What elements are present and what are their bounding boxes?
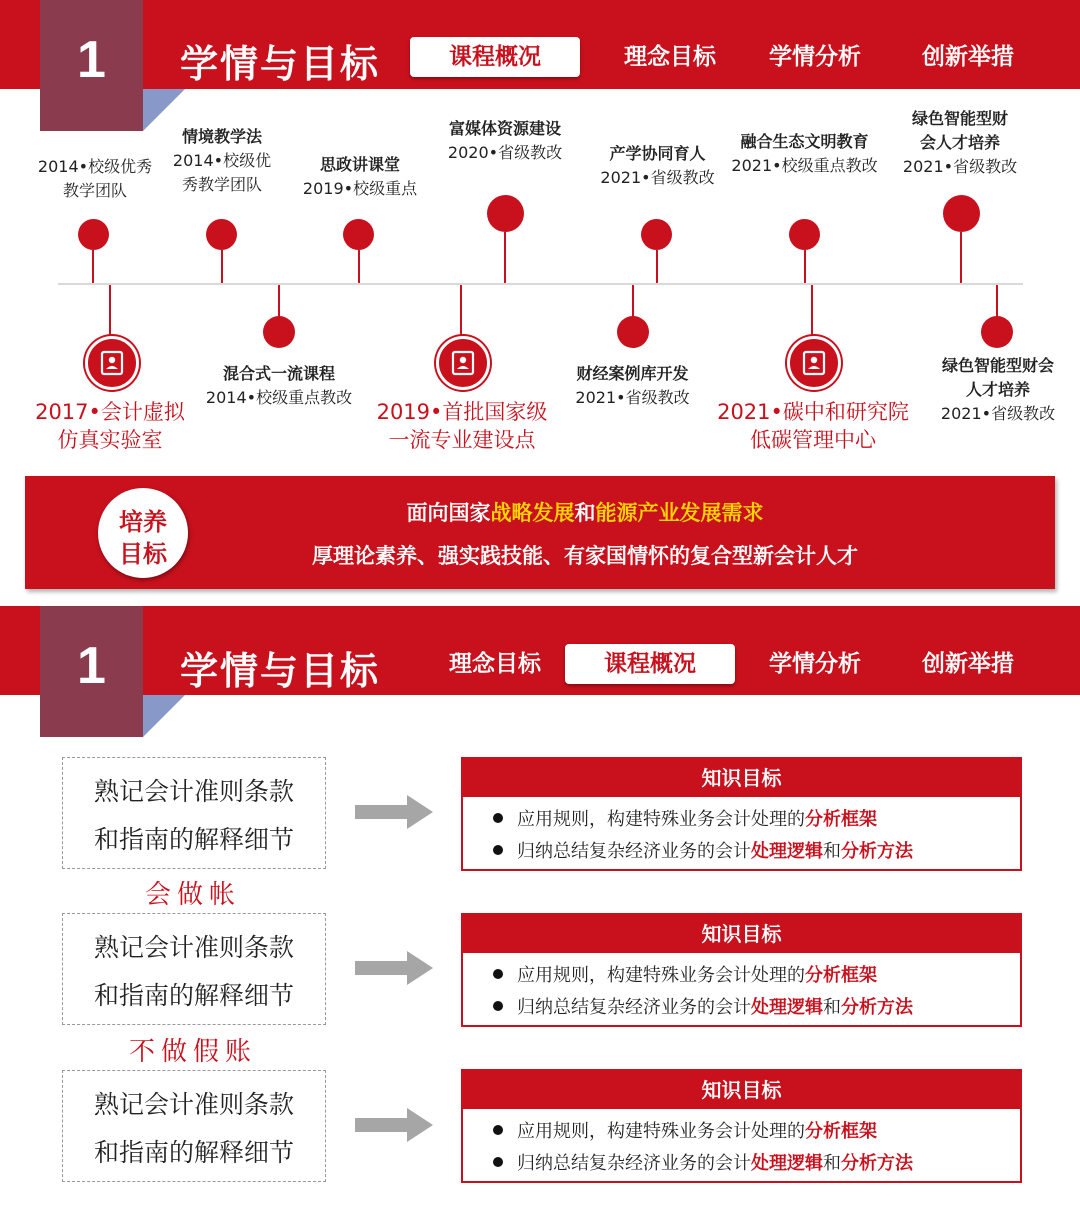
timeline-dot	[263, 316, 295, 348]
tab-course-overview[interactable]: 课程概况	[410, 37, 580, 77]
knowledge-goal-title: 知识目标	[463, 1071, 1020, 1109]
skill-box	[62, 757, 326, 869]
bullet-icon	[493, 813, 503, 823]
section-number: 1	[77, 31, 106, 89]
skill-line-1: 熟记会计准则条款	[93, 1090, 294, 1119]
bullet-text: 和	[823, 997, 841, 1018]
timeline-top-sub: 2021•省级教改	[902, 157, 1018, 176]
timeline-top-sub: 2014•校级优秀教学团队	[37, 157, 153, 200]
knowledge-bullet	[493, 961, 877, 987]
tab-course-overview[interactable]: 课程概况	[565, 644, 735, 684]
timeline-top-item-1	[30, 155, 160, 203]
timeline-bottom-item-4	[560, 362, 705, 410]
timeline-top-title: 富媒体资源建设	[448, 119, 561, 138]
tab-concept-goals[interactable]: 理念目标	[624, 44, 716, 70]
timeline-stem	[221, 250, 223, 283]
section-number-box	[40, 0, 143, 131]
bullet-icon	[493, 1125, 503, 1135]
bullet-highlight: 处理逻辑	[751, 841, 823, 862]
timeline-top-item-6	[722, 130, 887, 178]
timeline-stem	[109, 285, 111, 335]
milestone-title: 2019•首批国家级一流专业建设点	[376, 400, 548, 452]
milestone-title: 2017•会计虚拟仿真实验室	[35, 400, 185, 452]
goal-label-2: 目标	[119, 540, 167, 568]
bullet-highlight: 分析框架	[805, 809, 877, 830]
bullet-highlight: 分析方法	[841, 1153, 913, 1174]
tab-learning-analysis[interactable]: 学情分析	[769, 44, 861, 70]
timeline-dot	[789, 219, 820, 250]
skill-line-1: 熟记会计准则条款	[93, 777, 294, 806]
bullet-text: 和	[823, 1153, 841, 1174]
timeline-top-item-4	[430, 117, 580, 165]
timeline-bottom-title: 混合式一流课程	[222, 364, 335, 383]
arrow-right-icon	[355, 795, 433, 829]
timeline-dot	[487, 195, 524, 232]
timeline-top-title: 绿色智能型财会人才培养	[911, 109, 1008, 152]
timeline-dot	[343, 219, 374, 250]
timeline-top-title: 情境教学法	[181, 127, 262, 146]
timeline-dot	[78, 219, 109, 250]
timeline-stem	[460, 285, 462, 335]
skill-line-1: 熟记会计准则条款	[93, 933, 294, 962]
timeline-top-item-3	[290, 153, 430, 201]
knowledge-goal-title: 知识目标	[463, 759, 1020, 797]
goal-label-1: 培养	[119, 508, 167, 536]
timeline-bottom-item-2	[195, 362, 363, 410]
skill-box	[62, 1070, 326, 1182]
skill-line-2: 和指南的解释细节	[93, 825, 294, 854]
timeline-top-sub: 2021•省级教改	[600, 168, 715, 187]
tab-learning-analysis[interactable]: 学情分析	[769, 651, 861, 677]
bullet-text: 归纳总结复杂经济业务的会计	[517, 997, 751, 1018]
timeline-stem	[358, 250, 360, 283]
certificate-icon	[802, 350, 826, 376]
timeline-dot	[617, 316, 649, 348]
section-number-box	[40, 606, 143, 737]
bullet-highlight: 分析框架	[805, 1121, 877, 1142]
goal-line-2: 厚理论素养、强实践技能、有家国情怀的复合型新会计人才	[312, 544, 858, 568]
tab-innovation[interactable]: 创新举措	[922, 651, 1014, 677]
bullet-text: 和	[823, 841, 841, 862]
bullet-text: 应用规则，构建特殊业务会计处理的	[517, 1121, 805, 1142]
bullet-highlight: 分析方法	[841, 997, 913, 1018]
bullet-highlight: 分析方法	[841, 841, 913, 862]
timeline-bottom-sub: 2021•省级教改	[575, 388, 690, 407]
arrow-right-icon	[355, 1108, 433, 1142]
goal-text: 面向国家	[406, 501, 491, 525]
timeline-top-item-5	[585, 142, 730, 190]
bullet-highlight: 分析框架	[805, 965, 877, 986]
timeline-bottom-title: 财经案例库开发	[576, 364, 689, 383]
goal-highlight: 能源产业发展需求	[595, 501, 764, 525]
section-number: 1	[77, 637, 106, 695]
bullet-highlight: 处理逻辑	[751, 997, 823, 1018]
knowledge-goal-title: 知识目标	[463, 915, 1020, 953]
timeline-stem	[632, 285, 634, 317]
goal-text: 和	[574, 501, 596, 525]
timeline-stem	[278, 285, 280, 317]
timeline-bottom-item-6	[933, 354, 1063, 426]
bullet-highlight: 处理逻辑	[751, 1153, 823, 1174]
timeline-top-item-2	[157, 125, 287, 197]
bullet-text: 归纳总结复杂经济业务的会计	[517, 1153, 751, 1174]
knowledge-goal-box	[461, 1069, 1022, 1183]
knowledge-bullet	[493, 1117, 877, 1143]
timeline-stem	[811, 285, 813, 335]
timeline-bottom-title: 绿色智能型财会人才培养	[942, 356, 1055, 399]
section-number-accent	[143, 695, 185, 737]
arrow-right-icon	[355, 951, 433, 985]
timeline-stem	[656, 250, 658, 283]
timeline-stem	[804, 250, 806, 283]
knowledge-bullet	[493, 993, 913, 1019]
timeline-top-sub: 2014•校级优秀教学团队	[172, 151, 272, 194]
timeline-dot	[981, 316, 1013, 348]
timeline-top-title: 思政讲课堂	[319, 155, 400, 174]
skill-box	[62, 913, 326, 1025]
certificate-icon	[100, 350, 124, 376]
goal-highlight: 战略发展	[490, 501, 575, 525]
knowledge-bullet	[493, 837, 913, 863]
timeline-dot	[943, 195, 980, 232]
timeline-top-title: 产学协同育人	[609, 144, 706, 163]
certificate-icon	[451, 350, 475, 376]
knowledge-bullet	[493, 805, 877, 831]
bullet-icon	[493, 1157, 503, 1167]
knowledge-bullet	[493, 1149, 913, 1175]
goal-line-1	[185, 497, 985, 527]
bullet-icon	[493, 845, 503, 855]
label-bookkeeping: 会做帐	[144, 880, 241, 910]
knowledge-goal-box	[461, 913, 1022, 1027]
timeline-top-item-7	[895, 107, 1025, 179]
milestone-badge	[85, 336, 139, 390]
timeline-stem	[960, 232, 962, 283]
timeline-stem	[996, 285, 998, 317]
page-title: 学情与目标	[180, 42, 381, 86]
timeline-top-sub: 2021•校级重点教改	[731, 156, 878, 175]
skill-line-2: 和指南的解释细节	[93, 1138, 294, 1167]
timeline-top-sub: 2019•校级重点	[302, 179, 418, 198]
skill-line-2: 和指南的解释细节	[93, 981, 294, 1010]
milestone-badge	[436, 336, 490, 390]
timeline-bottom-sub: 2021•省级教改	[940, 404, 1056, 423]
label-no-false-accounts: 不做假账	[128, 1037, 257, 1067]
bullet-icon	[493, 969, 503, 979]
tab-concept-goals[interactable]: 理念目标	[449, 651, 541, 677]
timeline-dot	[641, 219, 672, 250]
page-title: 学情与目标	[180, 649, 381, 693]
timeline-top-title: 融合生态文明教育	[740, 132, 869, 151]
timeline-stem	[504, 232, 506, 283]
bullet-text: 归纳总结复杂经济业务的会计	[517, 841, 751, 862]
bullet-text: 应用规则，构建特殊业务会计处理的	[517, 965, 805, 986]
timeline-axis	[58, 283, 1023, 285]
bullet-text: 应用规则，构建特殊业务会计处理的	[517, 809, 805, 830]
timeline-bottom-sub: 2014•校级重点教改	[205, 388, 353, 407]
milestone-badge	[787, 336, 841, 390]
timeline-dot	[206, 219, 237, 250]
timeline-stem	[92, 250, 94, 283]
tab-innovation[interactable]: 创新举措	[922, 44, 1014, 70]
milestone-title: 2021•碳中和研究院低碳管理中心	[717, 400, 909, 452]
training-goal-badge	[98, 488, 188, 578]
timeline-top-sub: 2020•省级教改	[447, 143, 563, 162]
knowledge-goal-box	[461, 757, 1022, 871]
bullet-icon	[493, 1001, 503, 1011]
